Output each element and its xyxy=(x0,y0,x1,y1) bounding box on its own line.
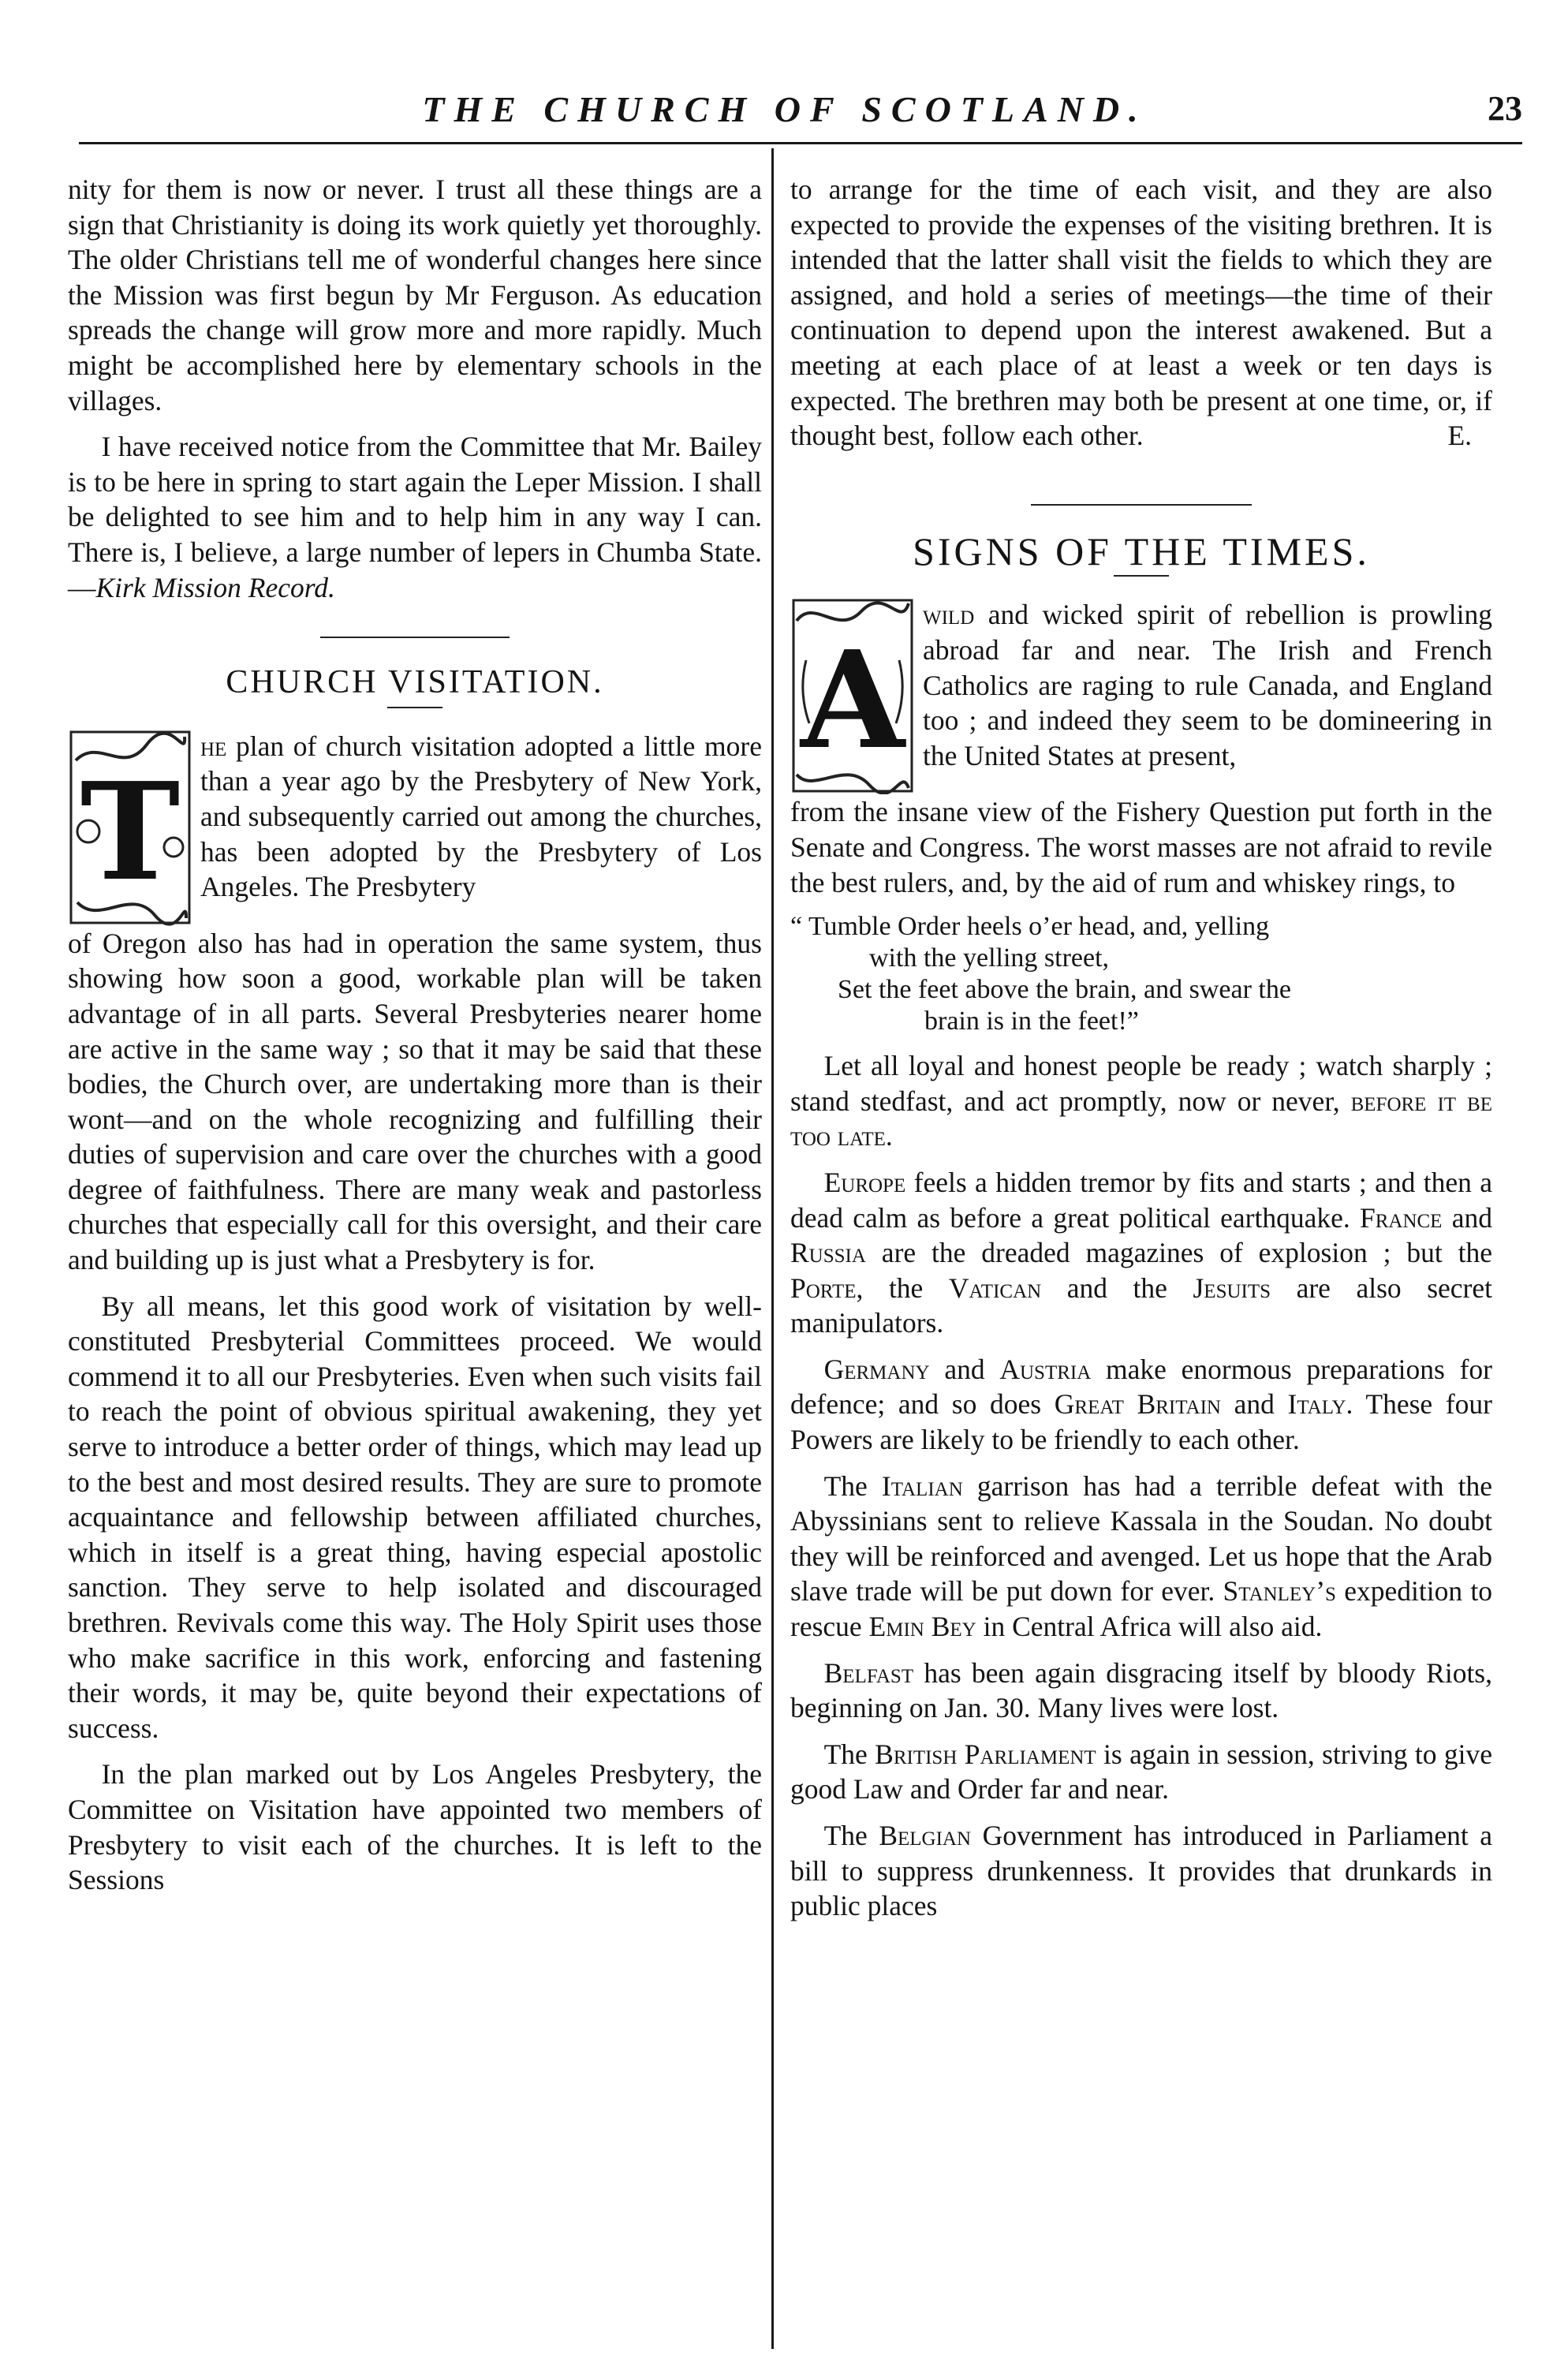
section-divider xyxy=(320,637,510,638)
paragraph: of Oregon also has had in operation the same system, thus showing how soon a good, workable plan will be taken advantage of in all parts. Several Presbyteries nearer home are active in the same way ; so that it may be said that these bodies, the Church over, are undertaking more than is their wont—and on the whole recognizing and fulfilling their duties of supervision and care over the churches with a good degree of faithfulness. There are many weak and pastorless churches that especially call for this oversight, and their care and building up is just what a Presbytery is for. xyxy=(68,927,762,1276)
intro-text: he plan of church visitation adopted a little more than a year ago by the Presbytery of New York, and subsequently carried out among the churches, has been adopted by the Presbytery of Los Angeles. The Presbytery xyxy=(200,730,762,903)
paragraph: In the plan marked out by Los Angeles Presbytery, the Committee on Visitation have appointed two members of Presbytery to visit each of the churches. It is left to the Sessions xyxy=(68,1758,762,1896)
paragraph: By all means, let this good work of visitation by well-constituted Presbyterial Committees proceed. We would commend it to all our Presbyteries. Even when such visits fail to reach the point of obvious spiritual awakening, they yet serve to introduce a better order of things, which may lead up to the best and most desired results. They are sure to promote acquaintance and fellowship between affiliated churches, which in itself is a great thing, having especial apostolic sanction. They serve to help isolated and discouraged brethren. Revivals come this way. The Holy Spirit uses those who make sacrifice in this work, enforcing and fastening their words, it may be, quite beyond their expectations of success. xyxy=(68,1290,762,1744)
ornamental-initial-t xyxy=(68,729,192,926)
paragraph: The British Parliament is again in session, striving to give good Law and Order far and near. xyxy=(790,1738,1492,1805)
article-intro xyxy=(790,597,1492,794)
paragraph: The Italian garrison has had a terrible defeat with the Abyssinians sent to relieve Kassala in the Soudan. No doubt they will be reinforced and avenged. Let us hope that the Arab slave trade will be put down for ever. Stanley’s expedition to rescue Emin Bey in Central Africa will also aid. xyxy=(790,1469,1492,1643)
paragraph: nity for them is now or never. I trust all these things are a sign that Christianity is doing its work quietly yet thoroughly. The older Christians tell me of wonderful changes here since the Mission was first begun by Mr Ferguson. As education spreads the change will grow more and more rapidly. Much might be accomplished here by elementary schools in the villages. xyxy=(68,174,762,416)
paragraph: Belfast has been again disgracing itself by bloody Riots, beginning on Jan. 30. Many lives were lost. xyxy=(790,1656,1492,1724)
title-underline xyxy=(1114,575,1169,577)
paragraph: Germany and Austria make enormous preparations for defence; and so does Great Britain and Italy. These four Powers are likely to be friendly to each other. xyxy=(790,1353,1492,1456)
verse-line: “ Tumble Order heels o’er head, and, yelling xyxy=(790,912,1270,942)
paragraph: to arrange for the time of each visit, and they are also expected to provide the expenses of the visiting brethren. It is intended that the latter shall visit the fields to which they are assigned, and hold a series of meetings—the time of their continuation to depend upon the interest awakened. But a meeting at each place of at least a week or ten days is expected. The brethren may both be present at one time, or, if thought best, follow each other. E. xyxy=(790,172,1492,454)
paragraph: The Belgian Government has introduced in Parliament a bill to suppress drunkenness. It provides that drunkards in public places xyxy=(790,1820,1492,1922)
svg-text:A: A xyxy=(801,622,905,780)
verse-line: brain is in the feet!” xyxy=(924,1006,1139,1036)
paragraph: Europe feels a hidden tremor by fits and starts ; and then a dead calm as before a great political earthquake. France and Russia are the dreaded magazines of explosion ; but the Porte, the Vatican and the Jesuits are also secret manipulators. xyxy=(790,1166,1492,1339)
running-header xyxy=(47,88,1522,137)
intro-text: wild and wicked spirit of rebellion is prowling abroad far and near. The Irish and French Catholics are raging to rule Canada, and England too ; and indeed they seem to be domineering in the United States at present, xyxy=(923,599,1492,771)
verse-line: with the yelling street, xyxy=(869,943,1110,973)
header-rule xyxy=(79,142,1522,144)
section-divider xyxy=(1031,504,1252,506)
title-underline xyxy=(387,707,442,708)
verse-line: Set the feet above the brain, and swear the xyxy=(838,975,1291,1005)
svg-text:T: T xyxy=(80,752,181,911)
verse-quotation xyxy=(790,911,1492,1037)
page-number: 23 xyxy=(1488,89,1522,128)
source-citation: Kirk Mission Record. xyxy=(95,571,335,603)
left-column xyxy=(68,172,762,1909)
ornamental-initial-a xyxy=(790,597,915,794)
running-title: THE CHURCH OF SCOTLAND. xyxy=(422,89,1148,129)
paragraph: Let all loyal and honest people be ready ; watch sharply ; stand stedfast, and act promptly, now or never, before it be too late. xyxy=(790,1050,1492,1152)
section-title-church-visitation: CHURCH VISITATION. xyxy=(226,664,604,701)
paragraph: from the insane view of the Fishery Question put forth in the Senate and Congress. The worst masses are not afraid to revile the best rulers, and, by the aid of rum and whiskey rings, to xyxy=(790,796,1492,898)
column-divider xyxy=(771,148,774,2349)
right-column xyxy=(790,172,1492,1935)
paragraph: I have received notice from the Committee that Mr. Bailey is to be here in spring to start again the Leper Mission. I shall be delighted to see him and to help him in any way I can. There is, I believe, a large number of lepers in Chumba State.—Kirk Mission Record. xyxy=(68,431,762,603)
article-intro xyxy=(68,729,762,926)
section-title-signs-of-the-times: SIGNS OF THE TIMES. xyxy=(913,528,1370,573)
signature: E. xyxy=(1447,420,1472,452)
